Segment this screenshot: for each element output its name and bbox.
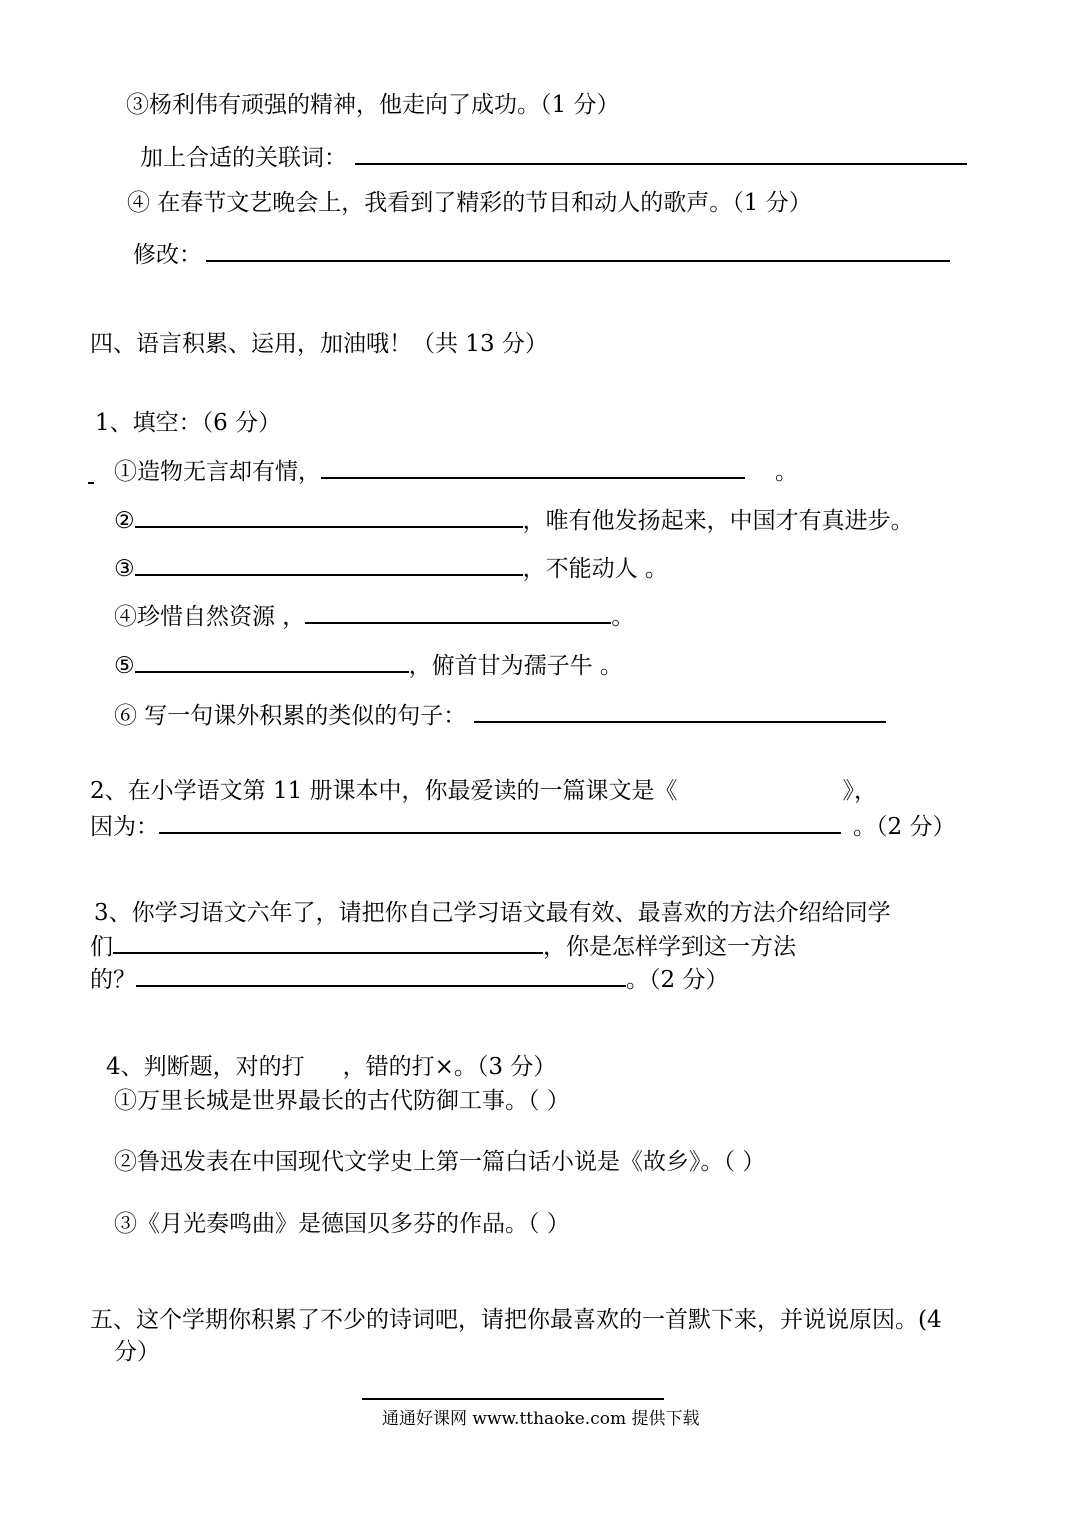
fill3-before: ③ [114, 556, 135, 582]
q4-item2: ②鲁迅发表在中国现代文学史上第一篇白话小说是《故乡》。（ ） [114, 1149, 766, 1175]
item4-prompt-row [133, 238, 950, 270]
item4-prompt: 修改： [133, 242, 202, 268]
section5-line2: 分） [114, 1339, 160, 1365]
fill5-after: ，俯首甘为孺子牛 。 [408, 653, 623, 679]
fill4-before: ④珍惜自然资源 ， [114, 604, 306, 630]
fill3-after: ，不能动人 。 [522, 556, 668, 582]
q4-item3: ③《月光奏鸣曲》是德国贝多芬的作品。（ ） [114, 1211, 570, 1237]
q2-line1 [90, 776, 877, 806]
q3-line3-after: 。（2 分） [626, 967, 729, 993]
footer-rule [362, 1398, 664, 1400]
fill1-blank[interactable] [321, 455, 745, 479]
q1-fill1 [114, 455, 798, 487]
fill1-after: 。 [775, 459, 798, 485]
fill5-before: ⑤ [114, 653, 135, 679]
q3-line3 [90, 963, 728, 995]
fill6-blank[interactable] [474, 699, 886, 723]
fill3-blank[interactable] [135, 552, 523, 576]
q4-item1: ①万里长城是世界最长的古代防御工事。（ ） [114, 1088, 570, 1114]
fill2-blank[interactable] [135, 504, 523, 528]
q2-line1-before: 2、在小学语文第 11 册课本中，你最爱读的一篇课文是《 [90, 778, 678, 804]
q1-title: 1、填空：（6 分） [95, 410, 282, 436]
item3-sentence: ③杨利伟有顽强的精神，他走向了成功。（1 分） [126, 92, 620, 118]
q3-line3-before: 的？ [90, 967, 136, 993]
fill4-blank[interactable] [305, 600, 611, 624]
q1-fill5 [114, 649, 623, 681]
item3-answer-blank[interactable] [355, 141, 967, 165]
q3-line2 [90, 930, 796, 962]
q3-line2-after: ，你是怎样学到这一方法 [543, 934, 796, 960]
fill5-blank[interactable] [135, 649, 409, 673]
item4-answer-blank[interactable] [206, 238, 950, 262]
margin-mark [88, 482, 94, 484]
q4-title [106, 1052, 556, 1082]
q4-title-before: 4、判断题，对的打 [106, 1054, 305, 1080]
q1-fill6 [114, 699, 886, 731]
q3-line2-before: 们 [90, 934, 113, 960]
section5-line1: 五、这个学期你积累了不少的诗词吧，请把你最喜欢的一首默下来，并说说原因。(4 [90, 1307, 942, 1333]
item3-prompt-row [140, 141, 967, 173]
fill2-after: ，唯有他发扬起来，中国才有真进步。 [522, 508, 914, 534]
q4-title-after: ，错的打×。（3 分） [342, 1054, 557, 1080]
q2-line2 [90, 810, 955, 842]
q2-reason-blank[interactable] [159, 810, 841, 834]
q3-method-blank[interactable] [113, 930, 543, 954]
fill2-before: ② [114, 508, 135, 534]
fill4-after: 。 [611, 604, 635, 630]
q1-fill3 [114, 552, 668, 584]
item4-sentence: ④ 在春节文艺晚会上，我看到了精彩的节目和动人的歌声。（1 分） [127, 190, 812, 216]
fill1-before: ①造物无言却有情， [114, 459, 321, 485]
q1-fill2 [114, 504, 914, 536]
q3-how-blank[interactable] [136, 963, 626, 987]
q2-line2-before: 因为： [90, 814, 159, 840]
q1-fill4 [114, 600, 634, 632]
q3-line1: 3、你学习语文六年了，请把你自己学习语文最有效、最喜欢的方法介绍给同学 [94, 900, 891, 926]
q2-line1-after: 》， [842, 778, 878, 804]
q2-line2-after: 。（2 分） [853, 814, 956, 840]
item3-prompt: 加上合适的关联词： [140, 145, 347, 171]
fill6-before: ⑥ 写一句课外积累的类似的句子： [114, 703, 467, 729]
footer-text: 通通好课网 www.tthaoke.com 提供下载 [382, 1409, 700, 1429]
section4-heading: 四、语言积累、运用，加油哦！（共 13 分） [90, 331, 548, 357]
